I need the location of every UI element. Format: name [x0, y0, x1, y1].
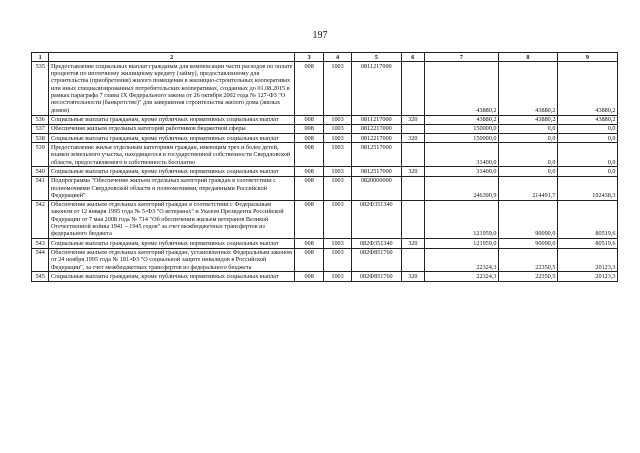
- amount-year-2: 22350,5: [498, 272, 557, 281]
- table-row: [32, 124, 618, 133]
- target-article-code: 082Ф851760: [351, 272, 401, 281]
- expense-type-code: 320: [401, 272, 424, 281]
- target-article-code: 0812517000: [351, 167, 401, 176]
- row-description: Подпрограмма "Обеспечение жильем отдельных категорий граждан в соответствии с полномочиями Свердловской области и полномочиями, переданными Российской Федерацией": [49, 176, 295, 200]
- header-cell-2: 2: [49, 53, 295, 62]
- amount-year-3: 80519,6: [557, 239, 617, 248]
- section-code: 1003: [324, 124, 351, 133]
- header-cell-5: 5: [351, 53, 401, 62]
- row-number: 535: [32, 62, 49, 115]
- amount-year-3: 20123,3: [557, 248, 617, 272]
- row-description: Социальные выплаты гражданам, кроме публичных нормативных социальных выплат: [49, 134, 295, 143]
- amount-year-3: 20123,3: [557, 272, 617, 281]
- amount-year-1: 43880,2: [424, 115, 498, 124]
- target-article-code: 0812217000: [351, 134, 401, 143]
- expense-type-code: [401, 200, 424, 239]
- amount-year-2: 43880,2: [498, 115, 557, 124]
- ministry-code: 008: [294, 272, 323, 281]
- section-code: 1003: [324, 239, 351, 248]
- section-code: 1003: [324, 200, 351, 239]
- row-description: Обеспечение жильем отдельных категорий граждан, установленных Федеральным законом от 24 ноября 1995 года № 181-ФЗ "О социальной защите инвалидов в Российской Федерации", за счет межбюджетных трансфертов из федерального бюджета: [49, 248, 295, 272]
- row-description: Предоставление жилья отдельным категориям граждан, имеющим трех и более детей, взамен земельного участка, находящегося в государственной собственности Свердловской области, предоставляемого в собственность бесплатно: [49, 143, 295, 167]
- amount-year-3: 43880,2: [557, 62, 617, 115]
- amount-year-3: 80519,6: [557, 200, 617, 239]
- section-code: 1003: [324, 134, 351, 143]
- row-description: Обеспечение жильем отдельных категорий граждан в соответствии с Федеральным законом от 12 января 1995 года № 5-ФЗ "О ветеранах" и Указом Президента Российской Федерации от 7 мая 2008 года № 714 "Об обеспечении жильем ветеранов Великой Отечественной войны 1941 – 1945 годов" за счет межбюджетных трансфертов из федерального бюджета: [49, 200, 295, 239]
- target-article-code: 0811217000: [351, 62, 401, 115]
- ministry-code: 008: [294, 134, 323, 143]
- ministry-code: 008: [294, 62, 323, 115]
- row-number: 543: [32, 239, 49, 248]
- expense-type-code: [401, 176, 424, 200]
- header-cell-7: 7: [424, 53, 498, 62]
- section-code: 1003: [324, 62, 351, 115]
- expense-type-code: [401, 124, 424, 133]
- header-cell-3: 3: [294, 53, 323, 62]
- expense-type-code: 320: [401, 167, 424, 176]
- amount-year-1: 121959,0: [424, 200, 498, 239]
- amount-year-1: 31400,0: [424, 143, 498, 167]
- header-cell-9: 9: [557, 53, 617, 62]
- budget-table: [31, 52, 618, 282]
- row-number: 544: [32, 248, 49, 272]
- table-row: [32, 115, 618, 124]
- amount-year-3: 0,0: [557, 134, 617, 143]
- section-code: 1003: [324, 167, 351, 176]
- amount-year-1: 31400,0: [424, 167, 498, 176]
- row-number: 540: [32, 167, 49, 176]
- expense-type-code: [401, 62, 424, 115]
- target-article-code: 0820000000: [351, 176, 401, 200]
- amount-year-2: 0,0: [498, 167, 557, 176]
- ministry-code: 008: [294, 176, 323, 200]
- section-code: 1003: [324, 115, 351, 124]
- table-row: [32, 248, 618, 272]
- target-article-code: 0812217000: [351, 124, 401, 133]
- amount-year-2: 90090,0: [498, 200, 557, 239]
- amount-year-1: 22324,3: [424, 248, 498, 272]
- amount-year-2: 214491,7: [498, 176, 557, 200]
- ministry-code: 008: [294, 124, 323, 133]
- target-article-code: 0811217000: [351, 115, 401, 124]
- amount-year-2: 90090,0: [498, 239, 557, 248]
- amount-year-1: 121959,0: [424, 239, 498, 248]
- row-number: 542: [32, 200, 49, 239]
- amount-year-1: 246390,9: [424, 176, 498, 200]
- section-code: 1003: [324, 248, 351, 272]
- amount-year-1: 150000,0: [424, 124, 498, 133]
- ministry-code: 008: [294, 239, 323, 248]
- table-row: [32, 176, 618, 200]
- amount-year-2: 0,0: [498, 134, 557, 143]
- row-description: Социальные выплаты гражданам, кроме публичных нормативных социальных выплат: [49, 167, 295, 176]
- amount-year-1: 43880,2: [424, 62, 498, 115]
- header-row: [32, 53, 618, 62]
- amount-year-3: 0,0: [557, 124, 617, 133]
- row-number: 539: [32, 143, 49, 167]
- table-row: [32, 272, 618, 281]
- table-row: [32, 62, 618, 115]
- amount-year-2: 22350,5: [498, 248, 557, 272]
- row-number: 537: [32, 124, 49, 133]
- table-row: [32, 143, 618, 167]
- target-article-code: 082Ф351340: [351, 239, 401, 248]
- row-number: 538: [32, 134, 49, 143]
- header-cell-4: 4: [324, 53, 351, 62]
- amount-year-2: 0,0: [498, 143, 557, 167]
- amount-year-2: 43880,2: [498, 62, 557, 115]
- section-code: 1003: [324, 176, 351, 200]
- section-code: 1003: [324, 143, 351, 167]
- table-row: [32, 200, 618, 239]
- row-description: Предоставление социальных выплат гражданам для компенсации части расходов по оплате процентов по ипотечному жилищному кредиту (займу), предоставленному для строительства (приобретения) жилого помещения в жилищно-строительных кооперативах или иных специализированных потребительских кооперативах, созданных до 01.08.2015 в рамках параграфа 7 главы IX Федерального закона от 26 октября 2002 года № 127-ФЗ "О несостоятельности (банкротстве)" для завершения строительства жилого дома (жилых домов): [49, 62, 295, 115]
- section-code: 1003: [324, 272, 351, 281]
- amount-year-3: 43880,2: [557, 115, 617, 124]
- amount-year-3: 192438,3: [557, 176, 617, 200]
- ministry-code: 008: [294, 167, 323, 176]
- row-description: Социальные выплаты гражданам, кроме публичных нормативных социальных выплат: [49, 239, 295, 248]
- row-number: 541: [32, 176, 49, 200]
- expense-type-code: [401, 143, 424, 167]
- ministry-code: 008: [294, 115, 323, 124]
- expense-type-code: 320: [401, 239, 424, 248]
- row-description: Обеспечение жильем отдельных категорий работников бюджетной сферы: [49, 124, 295, 133]
- table-row: [32, 167, 618, 176]
- row-description: Социальные выплаты гражданам, кроме публичных нормативных социальных выплат: [49, 272, 295, 281]
- expense-type-code: 320: [401, 134, 424, 143]
- amount-year-1: 22324,3: [424, 272, 498, 281]
- ministry-code: 008: [294, 248, 323, 272]
- row-description: Социальные выплаты гражданам, кроме публичных нормативных социальных выплат: [49, 115, 295, 124]
- row-number: 536: [32, 115, 49, 124]
- amount-year-2: 0,0: [498, 124, 557, 133]
- header-cell-1: 1: [32, 53, 49, 62]
- expense-type-code: [401, 248, 424, 272]
- table-row: [32, 239, 618, 248]
- amount-year-3: 0,0: [557, 143, 617, 167]
- row-number: 545: [32, 272, 49, 281]
- page-number: 197: [312, 30, 328, 41]
- target-article-code: 082Ф851760: [351, 248, 401, 272]
- target-article-code: 082Ф351340: [351, 200, 401, 239]
- table-row: [32, 134, 618, 143]
- header-cell-8: 8: [498, 53, 557, 62]
- expense-type-code: 320: [401, 115, 424, 124]
- amount-year-3: 0,0: [557, 167, 617, 176]
- amount-year-1: 150000,0: [424, 134, 498, 143]
- ministry-code: 008: [294, 143, 323, 167]
- ministry-code: 008: [294, 200, 323, 239]
- header-cell-6: 6: [401, 53, 424, 62]
- target-article-code: 0812517000: [351, 143, 401, 167]
